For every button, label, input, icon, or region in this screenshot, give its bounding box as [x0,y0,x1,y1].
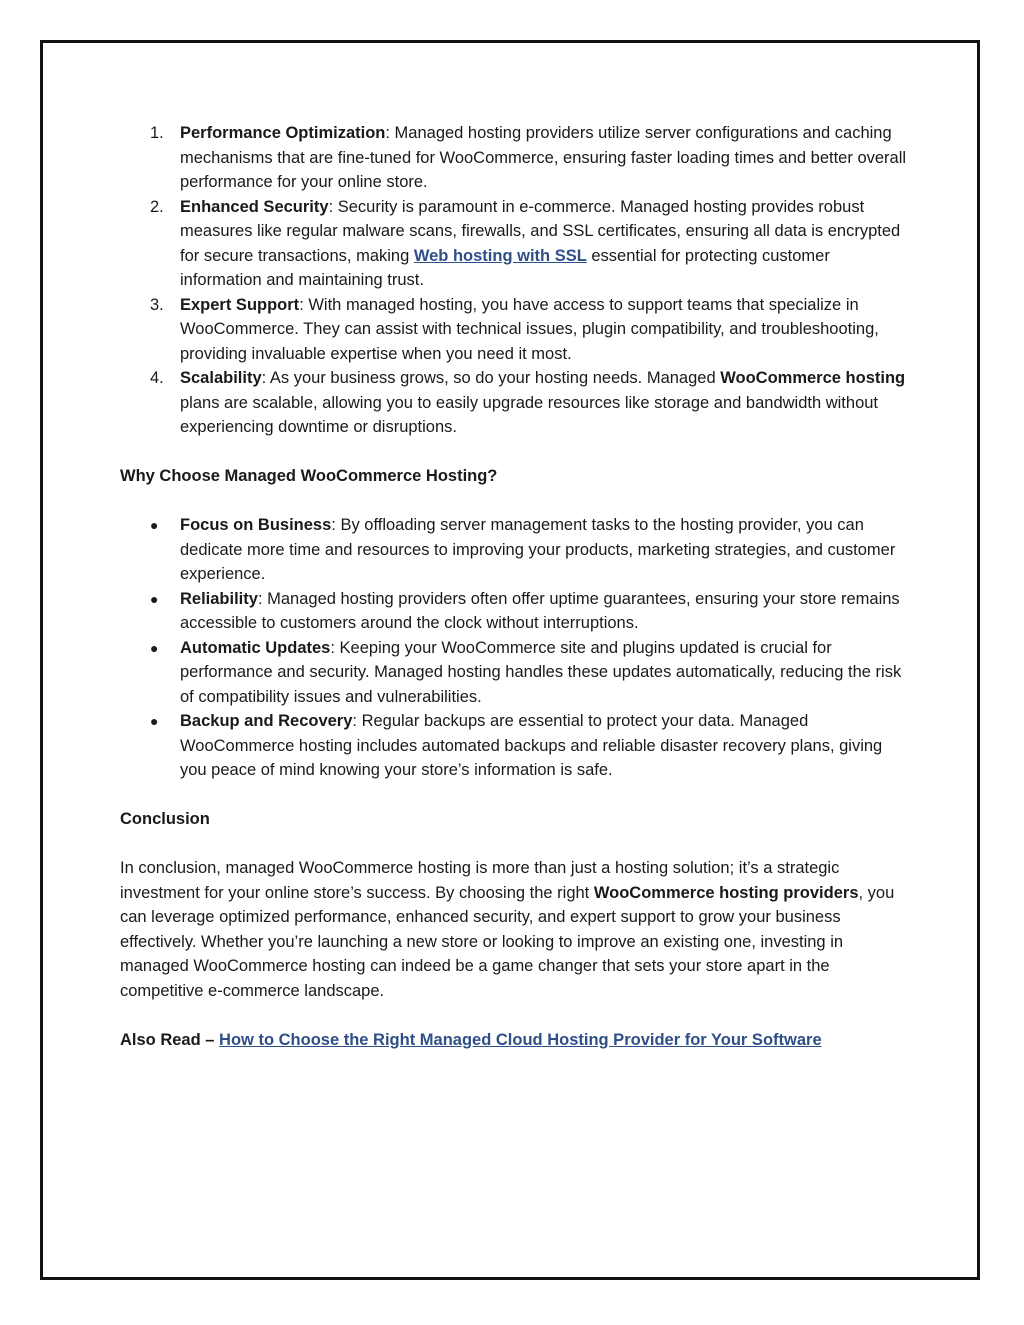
list-item-bold-text: WooCommerce hosting [720,369,906,387]
bullet-icon: ● [150,639,159,656]
list-item-title: Automatic Updates [180,638,331,657]
also-read-link[interactable]: How to Choose the Right Managed Cloud Hosting Provider for Your Software [219,1030,822,1049]
list-item-text: : Security is paramount in e-commerce. Managed hosting provides robust measures like regular malware scans, firewalls, and SSL certificates, ensuring all data is encrypted for secure transactions, making [180,197,901,265]
list-item [120,293,910,367]
spacer [120,489,910,514]
list-item [120,195,910,293]
spacer [120,783,910,808]
paragraph-bold-text: WooCommerce hosting providers [593,883,859,902]
bullet-icon: ● [150,590,159,607]
list-item-title: Backup and Recovery [180,712,353,730]
spacer [120,440,910,465]
list-item-text: : Regular backups are essential to protect your data. Managed WooCommerce hosting includes automated backups and reliable disaster recovery plans, giving you peace of mind knowing your store’s information is safe. [180,712,883,779]
paragraph-text: In conclusion, managed WooCommerce hosting is more than just a hosting solution; it’s a strategic investment for your online store’s success. By choosing the right [120,859,840,902]
list-item-text: : As your business grows, so do your hosting needs. Managed [261,369,721,387]
list-item [120,636,910,710]
list-item-title: Reliability [180,589,258,608]
conclusion-heading: Conclusion [120,810,210,828]
bullet-icon: ● [150,517,159,533]
spacer [120,832,910,857]
document-content [120,121,910,1052]
conclusion-paragraph [120,856,910,1003]
list-item-title: Focus on Business [180,516,332,534]
list-number: 4. [150,369,164,387]
list-item [120,366,910,440]
reasons-bullet-list [120,513,910,783]
list-item-title: Expert Support [180,295,300,314]
list-item [120,709,910,783]
list-item-text: essential for protecting customer information and maintaining trust. [180,246,830,289]
list-item [120,587,910,636]
list-item-title: Scalability [180,369,262,387]
list-item [120,513,910,587]
list-number: 3. [150,295,164,314]
why-choose-heading: Why Choose Managed WooCommerce Hosting? [120,467,498,485]
list-item-text: : Managed hosting providers often offer uptime guarantees, ensuring your store remains accessible to customers around the clock without interruptions. [180,589,900,632]
list-number: 2. [150,197,164,216]
list-item-text: plans are scalable, allowing you to easily upgrade resources like storage and bandwidth without experiencing downtime or disruptions. [180,393,879,436]
spacer [120,1003,910,1028]
also-read-label: Also Read – [120,1030,220,1049]
paragraph-text: , you can leverage optimized performance, enhanced security, and expert support to grow your business effectively. Whether you’re launching a new store or looking to improve an existing one, investing in managed WooCommerce hosting can indeed be a game changer that sets your store apart in the competitive e-commerce landscape. [120,883,895,1000]
list-item-text: : By offloading server management tasks to the hosting provider, you can dedicate more time and resources to improving your products, marketing strategies, and customer experience. [180,516,896,583]
list-item [120,121,910,195]
list-item-title: Enhanced Security [180,197,329,216]
list-number: 1. [150,124,164,142]
benefits-numbered-list [120,121,910,440]
web-hosting-ssl-link[interactable]: Web hosting with SSL [413,246,587,265]
list-item-text: : With managed hosting, you have access to support teams that specialize in WooCommerce. They can assist with technical issues, plugin compatibility, and troubleshooting, providing invaluable expertise when you need it most. [180,295,879,363]
list-item-title: Performance Optimization [180,124,386,142]
also-read-line [120,1028,910,1053]
list-item-text: : Managed hosting providers utilize server configurations and caching mechanisms that are fine-tuned for WooCommerce, ensuring faster loading times and better overall performance for your online store. [180,124,907,191]
list-item-text: : Keeping your WooCommerce site and plugins updated is crucial for performance and security. Managed hosting handles these updates automatically, reducing the risk of compatibility issues and vulnerabilities. [180,638,902,706]
bullet-icon: ● [150,713,159,729]
